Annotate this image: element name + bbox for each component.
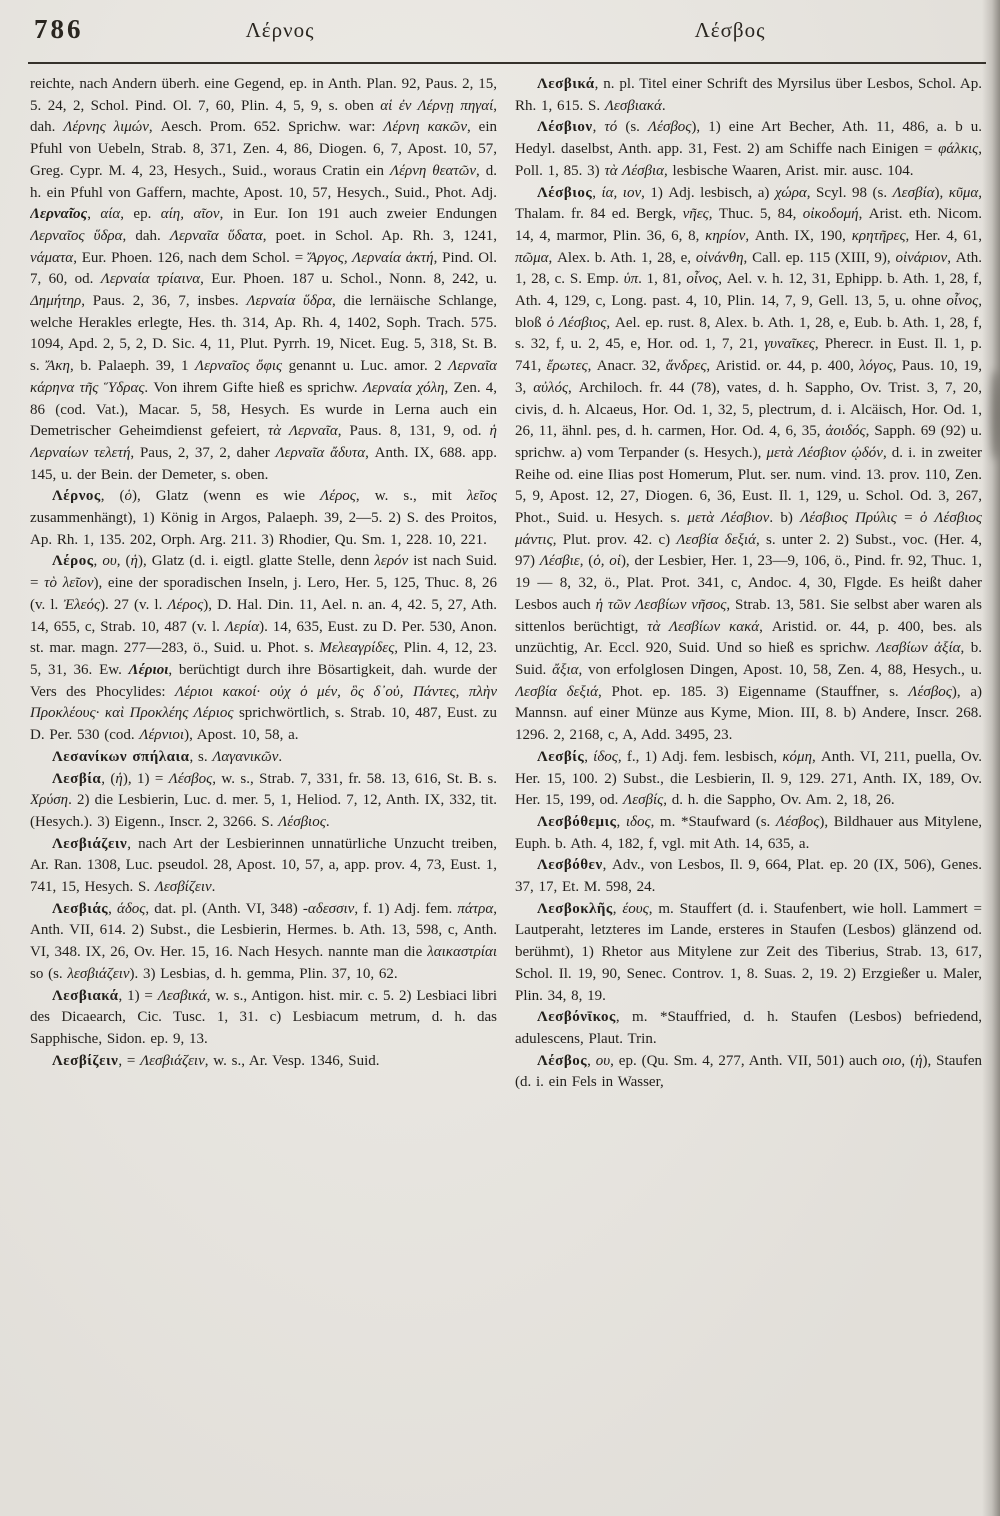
- header-rule: [28, 62, 986, 64]
- entry-headword: Λεσβοκλῆς: [537, 900, 613, 917]
- dictionary-entry: Λεσβίζειν, = Λεσβιάζειν, w. s., Ar. Vesp. 1346, Suid.: [52, 1052, 380, 1069]
- dictionary-entry: Λεσβιακά, 1) = Λεσβικά, w. s., Antigon. hist. mir. c. 5. 2) Lesbiaci libri des Dicaearch, Cic. Tusc. 1, 31. c) Lesbiacum metrum, d. h. das Sapphische, Sidon. ep. 9, 13.: [30, 987, 497, 1047]
- dictionary-entry: Λέσβος, ου, ep. (Qu. Sm. 4, 277, Anth. VII, 501) auch οιο, (ἡ), Staufen (d. i. ein Fels in Wasser,: [515, 1052, 982, 1091]
- dictionary-entry: Λεσανίκων σπήλαια, s. Λαγανικῶν.: [52, 748, 283, 765]
- page-edge-shadow: [982, 0, 1000, 1516]
- dictionary-entry: reichte, nach Andern überh. eine Gegend, ep. in Anth. Plan. 92, Paus. 2, 15, 5. 24, 2, Schol. Pind. Ol. 7, 60, Plin. 4, 5, 9, s. oben αἱ ἐν Λέρνῃ πηγαί, dah. Λέρνης λιμών, Aesch. Prom. 652. Sprichw. war: Λέρνη κακῶν, ein Pfuhl von Uebeln, Strab. 8, 371, Zen. 4, 86, Diogen. 6, 7, Apost. 10, 57, Greg. Cypr. M. 4, 23, Hesych., Suid., woraus Cratin ein Λέρνη θεατῶν, d. h. ein Pfuhl von Gaffern, machte, Apost. 10, 57, Hesych., Suid., Phot. Adj. Λερναῖος, αία, ep. αίη, αῖον, in Eur. Ion 191 auch zweier Endungen Λερναῖος ὕδρα, dah. Λερναῖα ὕδατα, poet. in Schol. Ap. Rh. 3, 1241, νάματα, Eur. Phoen. 126, nach dem Schol. = Ἄργος, Λερναία ἀκτή, Pind. Ol. 7, 60, od. Λερναία τρίαινα, Eur. Phoen. 187 u. Schol., Nonn. 8, 242, u. Δημήτηρ, Paus. 2, 36, 7, insbes. Λερναία ὕδρα, die lernäische Schlange, welche Herakles erlegte, Hes. th. 314, Ap. Rh. 4, 1402, Soph. Trach. 575. 1094, Apd. 2, 5, 2, D. Sic. 4, 11, Plut. Pyrrh. 19, Nicet. Eug. 5, 318, St. B. s. Ἄκη, b. Palaeph. 39, 1 Λερναῖος ὄφις genannt u. Luc. amor. 2 Λερναῖα κάρηνα τῆς Ὕδρας. Von ihrem Gifte hieß es sprichw. Λερναία χόλη, Zen. 4, 86 (cod. Vat.), Macar. 5, 58, Hesych. Es wurde in Lerna auch ein Demetrischer Geheimdienst gefeiert, τὰ Λερναῖα, Paus. 8, 131, 9, od. ἡ Λερναίων τελετή, Paus, 2, 37, 2, daher Λερναῖα ἄδυτα, Anth. IX, 688. app. 145, u. der Bein. der Demeter, s. oben.: [30, 76, 497, 483]
- dictionary-entry: Λεσβία, (ἡ), 1) = Λέσβος, w. s., Strab. 7, 331, fr. 58. 13, 616, St. B. s. Χρύση. 2) die Lesbierin, Luc. d. mer. 5, 1, Heliod. 7, 12, Anth. IX, 332, tit. (Hesych.). 3) Eigenn., Inscr. 2, 3266. S. Λέσβιος.: [30, 770, 497, 830]
- entry-headword: Λέσβος: [537, 1052, 588, 1069]
- page-number: 786: [34, 14, 84, 44]
- dictionary-entry: Λεσβόνῑκος, m. *Stauffried, d. h. Staufen (Lesbos) befriedend, adulescens, Plaut. Trin.: [515, 1009, 982, 1047]
- dictionary-entry: Λεσβόθεμις, ιδος, m. *Staufward (s. Λέσβος), Bildhauer aus Mitylene, Euph. b. Ath. 4, 182, f, vgl. mit Ath. 14, 635, a.: [515, 813, 982, 852]
- entry-headword: Λεσβικά: [537, 76, 595, 92]
- dictionary-entry: Λεσβοκλῆς, έους, m. Stauffert (d. i. Staufenbert, wie holl. Lammert = Lautperaht, letzteres im Lande, ersteres in Staufen (Lesbos) glänzend od. berühmt), 1) Rhetor aus Mitylene zur Zeit des Tiberius, Strab. 13, 617, Schol. Il. 19, 90, Senec. Controv. 1, 8. Suas. 2, 19. 2) Erzgießer u. Maler, Plin. 34, 8, 19.: [515, 900, 982, 1004]
- left-column: [30, 74, 497, 1510]
- entry-headword: Λεσβίς: [537, 748, 585, 765]
- entry-headword: Λέσβιος: [537, 184, 593, 201]
- entry-headword: Λεσβόθεν: [537, 857, 603, 874]
- entry-headword: Λεσανίκων σπήλαια: [52, 748, 190, 765]
- entry-headword: Λεσβιακά: [52, 987, 119, 1004]
- dictionary-entry: Λέρος, ου, (ἡ), Glatz (d. i. eigtl. glatte Stelle, denn λερόν ist nach Suid. = τὸ λεῖον), eine der sporadischen Inseln, j. Lero, Her. 5, 125, Thuc. 8, 26 (v. l. Ἐλεός). 27 (v. l. Λέρος), D. Hal. Din. 11, Ael. n. an. 4, 42. 5, 27, Ath. 14, 655, c, Strab. 10, 487 (v. l. Λερία). 14, 635, Eust. zu D. Per. 530, Anon. st. mar. magn. 277—283, ö., Suid. u. Phot. s. Μελεαγρίδες, Plin. 4, 12, 23. 5, 31, 36. Ew. Λέριοι, berüchtigt durch ihre Bösartigkeit, dah. wurde der Vers des Phocylides: Λέριοι κακοί· οὐχ ὁ μέν, ὃς δ᾽οὐ, Πάντες, πλὴν Προκλέους· καὶ Προκλέης Λέριος sprichwörtlich, s. Strab. 10, 487, Eust. zu D. Per. 530 (cod. Λέρνιοι), Apost. 10, 58, a.: [30, 553, 497, 744]
- entry-headword: Λέρνος: [52, 488, 101, 505]
- right-column: [515, 74, 982, 1510]
- dictionary-entry: Λεσβόθεν, Adv., von Lesbos, Il. 9, 664, Plat. ep. 20 (IX, 506), Genes. 37, 17, Et. M. 598, 24.: [515, 857, 982, 896]
- dictionary-entry: Λεσβιάζειν, nach Art der Lesbierinnen unnatürliche Unzucht treiben, Ar. Ran. 1308, Luc. pseudol. 28, Apost. 10, 57, a, app. prov. 4, 73, Eust. 1, 741, 15, Hesych. S. Λεσβίζειν.: [30, 835, 497, 896]
- entry-headword: Λεσβίζειν: [52, 1052, 119, 1069]
- entry-headword: Λεσβιάς: [52, 900, 109, 917]
- entry-headword: Λεσβόνῑκος: [537, 1009, 616, 1026]
- dictionary-entry: Λεσβικά, n. pl. Titel einer Schrift des Myrsilus über Lesbos, Schol. Ap. Rh. 1, 615. S. Λεσβιακά.: [515, 76, 982, 114]
- entry-headword: Λέσβιον: [537, 119, 593, 136]
- dictionary-entry: Λεσβιάς, άδος, dat. pl. (Anth. VI, 348) -αδεσσιν, f. 1) Adj. fem. πάτρα, Anth. VII, 614. 2) Subst., die Lesbierin, Hermes. b. Ath. 13, 598, c, Anth. VI, 348. IX, 26, Ov. Her. 15, 16. Nach Hesych. nannte man die λαικαστρίαι so (s. λεσβιάζειν). 3) Lesbias, d. h. gemma, Plin. 37, 10, 62.: [30, 900, 497, 982]
- entry-headword: Λέρος: [52, 553, 94, 570]
- entry-headword: Λεσβιάζειν: [52, 835, 128, 852]
- entry-headword: Λεσβία: [52, 770, 102, 787]
- running-head-right: Λέσβος: [694, 18, 766, 42]
- dictionary-entry: Λεσβίς, ίδος, f., 1) Adj. fem. lesbisch, κόμη, Anth. VI, 211, puella, Ov. Her. 15, 100. 2) Subst., die Lesbierin, Il. 9, 129. 271, Anth. IX, 189, Ov. Her. 15, 199, od. Λεσβίς, d. h. die Sappho, Ov. Am. 2, 18, 26.: [515, 748, 982, 809]
- text-columns: [30, 74, 982, 1510]
- dictionary-entry: Λέσβιον, τό (s. Λέσβος), 1) eine Art Becher, Ath. 11, 486, a. b u. Hedyl. daselbst, Anth. app. 31, Fest. 2) am Schiffe nach Einigen = φάλκις, Poll. 1, 85. 3) τὰ Λέσβια, lesbische Waaren, Arist. mir. ausc. 104.: [515, 119, 982, 179]
- running-head-left: Λέρνος: [245, 18, 315, 42]
- entry-headword: Λεσβόθεμις: [537, 813, 617, 830]
- dictionary-entry: Λέσβιος, ία, ιον, 1) Adj. lesbisch, a) χώρα, Scyl. 98 (s. Λεσβία), κῦμα, Thalam. fr. 84 ed. Bergk, νῆες, Thuc. 5, 84, οἰκοδομή, Arist. eth. Nicom. 14, 4, marmor, Plin. 36, 6, 8, κηρίον, Anth. IX, 190, κρητῆρες, Her. 4, 61, πῶμα, Alex. b. Ath. 1, 28, e, οἰνάνθη, Call. ep. 115 (XIII, 9), οἰνάριον, Ath. 1, 28, c. S. Emp. ὑπ. 1, 81, οἶνος, Ael. v. h. 12, 31, Ephipp. b. Ath. 1, 28, f, Ath. 4, 129, c, Long. past. 4, 10, Plin. 14, 7, 9, Gell. 13, 5, u. ohne οἶνος, bloß ὁ Λέσβιος, Ael. ep. rust. 8, Alex. b. Ath. 1, 28, e, Eub. b. Ath. 1, 28, f, s. 32, f, u. 2, 45, e, Hor. od. 1, 7, 21, γυναῖκες, Pherecr. in Eust. Il. 1, p. 741, ἔρωτες, Anacr. 32, ἄνδρες, Aristid. or. 44, p. 400, λόγος, Paus. 10, 19, 3, αὐλός, Archiloch. fr. 44 (78), vates, d. h. Sappho, Ov. Trist. 3, 7, 20, civis, d. h. Alcaeus, Hor. Od. 1, 32, 5, plectrum, d. i. Alcäisch, Hor. Od. 1, 26, 11, ähnl. pes, d. h. carmen, Hor. Od. 4, 6, 35, ἀοιδός, Sapph. 69 (92) u. sprichw. a) vom Terpander (s. Hesych.), μετὰ Λέσβιον ᾠδόν, d. i. in zweiter Reihe od. eine Ilias post Homerum, Plut. ser. num. vind. 13. prov. 110, Zen. 5, 9, Apost. 12, 27, Diogen. 6, 36, Eust. Il. 1, 129, u. Schol. Od. 3, 267, Phot., Suid. u. Hesych. s. μετὰ Λέσβιον. b) Λέσβιος Πρύλις = ὁ Λέσβιος μάντις, Plut. prov. 42. c) Λεσβία δεξιά, s. unter 2. 2) Subst., voc. (Her. 4, 97) Λέσβιε, (ὁ, οἱ), der Lesbier, Her. 1, 23—9, 106, ö., Pind. fr. 92, Thuc. 1, 19 — 8, 32, ö., Plat. Prot. 341, c, Andoc. 4, 30, Flgde. Es heißt daher Lesbos auch ἡ τῶν Λεσβίων νῆσος, Strab. 13, 581. Sie selbst aber waren als sittenlos berüchtigt, τὰ Λεσβίων κακά, Aristid. or. 44, p. 400, bes. als unzüchtig, Ar. Eccl. 920, Suid. Und so hieß es sprichw. Λεσβίων ἀξία, b. Suid. ἄξια, von erfolglosen Dingen, Apost. 10, 58, Zen. 4, 88, Hesych., u. Λεσβία δεξιά, Phot. ep. 185. 3) Eigenname (Stauffner, s. Λέσβος), a) Mannsn. auf einer Münze aus Kyme, Mion. III, 8. b) Andere, Inscr. 268. 1296. 2, 2168, c, A, Add. 3495, 23.: [515, 184, 982, 744]
- scan-smudge: [990, 370, 1000, 460]
- dictionary-entry: Λέρνος, (ὁ), Glatz (wenn es wie Λέρος, w. s., mit λεῖος zusammenhängt), 1) König in Argos, Palaeph. 39, 2—5. 2) S. des Proitos, Ap. Rh. 1, 135. 202, Orph. Arg. 211. 3) Rhodier, Qu. Sm. 1, 228. 10, 221.: [30, 488, 497, 548]
